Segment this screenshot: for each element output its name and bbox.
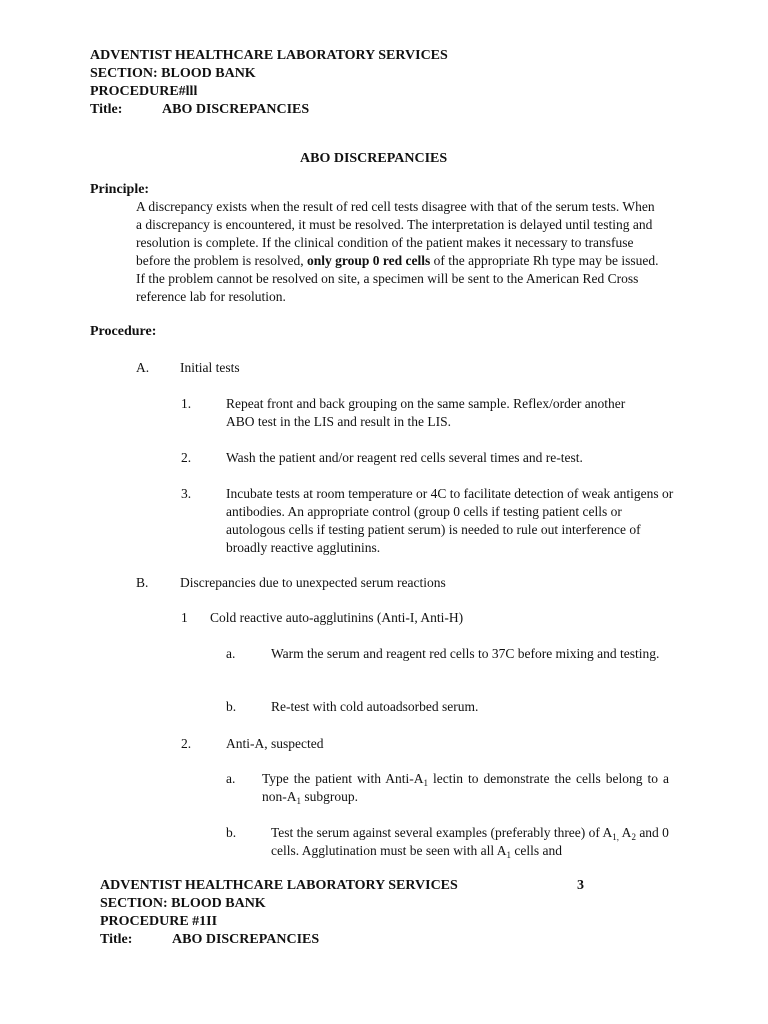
a-item-1-marker: 1.: [181, 396, 192, 411]
section-a-label: Initial tests: [180, 360, 240, 375]
a-item-2-text: Wash the patient and/or reagent red cells several times and re-test.: [226, 450, 583, 465]
header-org: ADVENTIST HEALTHCARE LABORATORY SERVICES: [90, 48, 448, 63]
b2-sub-b-subscript: 2: [631, 832, 636, 842]
a-item-3-text: Incubate tests at room temperature or 4C to facilitate detection of weak antigens or antibodies. An appropriate control (group 0 cells if testing patient cells or autologous cells if testing patient serum) is needed to rule out interference of broadly reactive agglutinins.: [226, 486, 674, 555]
header-title-label: Title:: [90, 102, 123, 117]
principle-text-start: A discrepancy exists when the result of red cell tests disagree with that of the serum tests. When a discrepancy is encountered, it must be resolved. The interpretation is delayed until testing and resolution is complete. If the clinical condition of the patient makes it necessary to transfuse before the problem is resolved,: [136, 199, 655, 268]
principle-paragraph: [136, 198, 660, 306]
b2-sub-a-subscript: 1: [296, 796, 301, 806]
b2-sub-b-part: Test the serum against several examples (preferably three) of A: [271, 825, 613, 840]
b2-sub-b-subscript: 1,: [612, 832, 620, 842]
b2-sub-b-subscript: 1: [506, 850, 511, 860]
footer-section: SECTION: BLOOD BANK: [100, 896, 266, 911]
principle-bold-text: only group 0 red cells: [306, 253, 431, 268]
footer-title-label: Title:: [100, 932, 133, 947]
b2-sub-b-text: [271, 824, 669, 860]
b2-sub-a-part: subgroup.: [301, 789, 358, 804]
b2-sub-b-part: cells and: [510, 843, 562, 858]
header-procedure: PROCEDURE#lll: [90, 84, 198, 99]
b1-sub-a-marker: a.: [226, 646, 236, 661]
b1-sub-a-text: Warm the serum and reagent red cells to 37C before mixing and testing.: [271, 646, 660, 661]
header-section: SECTION: BLOOD BANK: [90, 66, 256, 81]
b2-sub-a-part: lectin to demonstrate the cells belong to a non-A: [262, 771, 669, 804]
b-item-1-marker: 1: [181, 610, 188, 625]
principle-text-end: of the appropriate Rh type may be issued. If the problem cannot be resolved on site, a specimen will be sent to the American Red Cross reference lab for resolution.: [136, 253, 659, 304]
header-title-value: ABO DISCREPANCIES: [162, 102, 310, 117]
b2-sub-a-marker: a.: [226, 771, 236, 786]
b2-sub-b-marker: b.: [226, 825, 237, 840]
section-b-label: Discrepancies due to unexpected serum reactions: [180, 575, 446, 590]
b2-sub-a-subscript: 1: [423, 778, 429, 788]
b-item-2-text: Anti-A, suspected: [226, 736, 324, 751]
a-item-1-text: Repeat front and back grouping on the same sample. Reflex/order another ABO test in the LIS and result in the LIS.: [226, 396, 626, 429]
footer-page-number: 3: [577, 878, 584, 893]
b-item-1-text: Cold reactive auto-agglutinins (Anti-I, Anti-H): [210, 610, 464, 625]
footer-procedure: PROCEDURE #1II: [100, 914, 218, 929]
section-b-marker: B.: [136, 575, 149, 590]
document-title: ABO DISCREPANCIES: [300, 151, 448, 166]
b2-sub-a-part: Type the patient with Anti-A: [262, 771, 424, 786]
a-item-2-marker: 2.: [181, 450, 192, 465]
footer-org: ADVENTIST HEALTHCARE LABORATORY SERVICES: [100, 878, 458, 893]
b1-sub-b-marker: b.: [226, 699, 237, 714]
b2-sub-a-text: [262, 770, 669, 806]
footer-title-value: ABO DISCREPANCIES: [172, 932, 320, 947]
b1-sub-b-text: Re-test with cold autoadsorbed serum.: [271, 699, 479, 714]
principle-heading: Principle:: [90, 182, 150, 197]
procedure-heading: Procedure:: [90, 324, 157, 339]
section-a-marker: A.: [136, 360, 150, 375]
b2-sub-b-part: A: [619, 825, 632, 840]
b-item-2-marker: 2.: [181, 736, 192, 751]
a-item-3-marker: 3.: [181, 486, 192, 501]
b2-sub-b-part: and 0 cells. Agglutination must be seen with all A: [271, 825, 669, 858]
